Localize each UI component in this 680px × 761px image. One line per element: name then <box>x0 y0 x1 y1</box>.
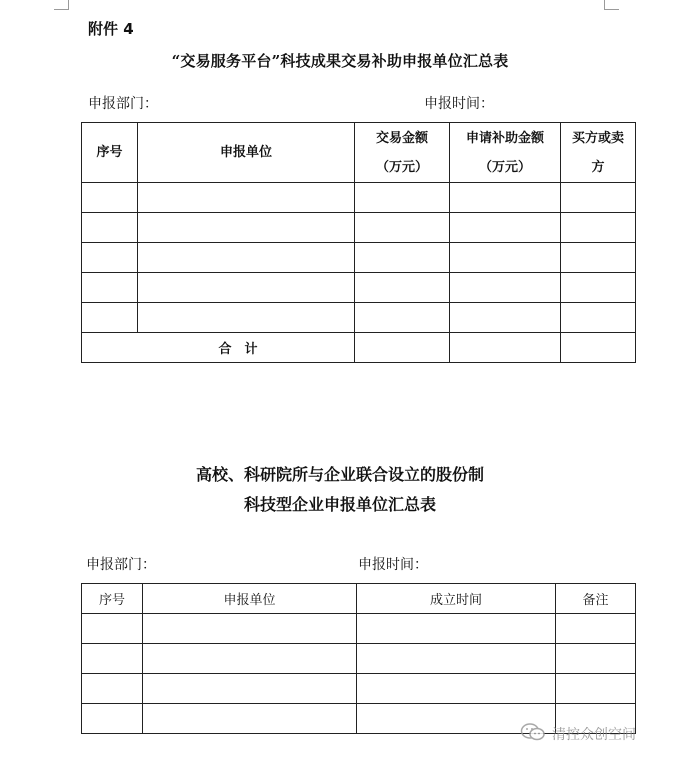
cell-unit[interactable] <box>138 183 355 213</box>
table-header-row <box>82 584 636 614</box>
form2-dept-label: 申报部门： <box>86 557 156 573</box>
cell-remarks[interactable] <box>556 614 636 644</box>
header-seq: 序号 <box>82 123 138 183</box>
total-party[interactable] <box>561 333 636 363</box>
form2-table <box>81 583 636 734</box>
table-row <box>82 614 636 644</box>
table-row <box>82 183 636 213</box>
form2-title-line2: 科技型企业申报单位汇总表 <box>243 495 436 514</box>
form1-table <box>81 122 636 363</box>
crop-mark <box>54 9 69 10</box>
attachment-label: 附件 4 <box>88 20 134 38</box>
cell-seq[interactable] <box>82 644 143 674</box>
cell-unit[interactable] <box>138 303 355 333</box>
header-party-line1: 买方或卖 <box>571 130 624 146</box>
form1-dept-label: 申报部门： <box>88 96 158 112</box>
total-label: 合 计 <box>82 333 355 363</box>
form1-title: “交易服务平台”科技成果交易补助申报单位汇总表 <box>171 52 509 70</box>
cell-established[interactable] <box>357 674 556 704</box>
cell-subsidy[interactable] <box>450 243 561 273</box>
cell-unit[interactable] <box>138 243 355 273</box>
cell-seq[interactable] <box>82 243 138 273</box>
total-amount[interactable] <box>355 333 450 363</box>
header-amount-line2: （万元） <box>375 159 428 175</box>
cell-party[interactable] <box>561 243 636 273</box>
header-remarks: 备注 <box>556 584 636 614</box>
cell-remarks[interactable] <box>556 674 636 704</box>
cell-seq[interactable] <box>82 674 143 704</box>
header-unit: 申报单位 <box>143 584 357 614</box>
cell-unit[interactable] <box>143 674 357 704</box>
header-subsidy-line2: （万元） <box>478 159 531 175</box>
form1-time-label: 申报时间： <box>424 96 494 112</box>
cell-subsidy[interactable] <box>450 273 561 303</box>
header-established: 成立时间 <box>357 584 556 614</box>
cell-unit[interactable] <box>143 644 357 674</box>
table-row <box>82 303 636 333</box>
cell-established[interactable] <box>357 644 556 674</box>
cell-amount[interactable] <box>355 183 450 213</box>
cell-seq[interactable] <box>82 183 138 213</box>
header-unit: 申报单位 <box>138 123 355 183</box>
cell-party[interactable] <box>561 303 636 333</box>
cell-seq[interactable] <box>82 213 138 243</box>
cell-amount[interactable] <box>355 243 450 273</box>
cell-amount[interactable] <box>355 213 450 243</box>
cell-party[interactable] <box>561 273 636 303</box>
cell-seq[interactable] <box>82 303 138 333</box>
cell-remarks[interactable] <box>556 644 636 674</box>
cell-party[interactable] <box>561 183 636 213</box>
cell-unit[interactable] <box>138 273 355 303</box>
crop-mark <box>68 0 69 9</box>
cell-unit[interactable] <box>143 614 357 644</box>
crop-mark <box>604 9 619 10</box>
cell-seq[interactable] <box>82 614 143 644</box>
cell-party[interactable] <box>561 213 636 243</box>
cell-established[interactable] <box>357 614 556 644</box>
cell-subsidy[interactable] <box>450 303 561 333</box>
table-row <box>82 644 636 674</box>
header-amount-line1: 交易金额 <box>375 130 428 146</box>
header-seq: 序号 <box>82 584 143 614</box>
cell-unit[interactable] <box>143 704 357 734</box>
cell-unit[interactable] <box>138 213 355 243</box>
watermark-text: 清控众创空间 <box>552 727 636 743</box>
header-subsidy-line1: 申请补助金额 <box>465 130 544 146</box>
total-row <box>82 333 636 363</box>
cell-amount[interactable] <box>355 273 450 303</box>
cell-seq[interactable] <box>82 704 143 734</box>
crop-mark <box>604 0 605 9</box>
cell-seq[interactable] <box>82 273 138 303</box>
table-row <box>82 243 636 273</box>
table-row <box>82 273 636 303</box>
cell-subsidy[interactable] <box>450 213 561 243</box>
watermark <box>520 722 636 746</box>
cell-amount[interactable] <box>355 303 450 333</box>
cell-subsidy[interactable] <box>450 183 561 213</box>
header-subsidy <box>450 123 561 183</box>
form2-time-label: 申报时间： <box>358 557 428 573</box>
table-row <box>82 213 636 243</box>
header-party <box>561 123 636 183</box>
wechat-icon <box>520 722 546 746</box>
header-amount <box>355 123 450 183</box>
form2-title-line1: 高校、科研院所与企业联合设立的股份制 <box>195 465 484 484</box>
table-header-row <box>82 123 636 183</box>
total-subsidy[interactable] <box>450 333 561 363</box>
table-row <box>82 674 636 704</box>
header-party-line2: 方 <box>591 159 605 175</box>
